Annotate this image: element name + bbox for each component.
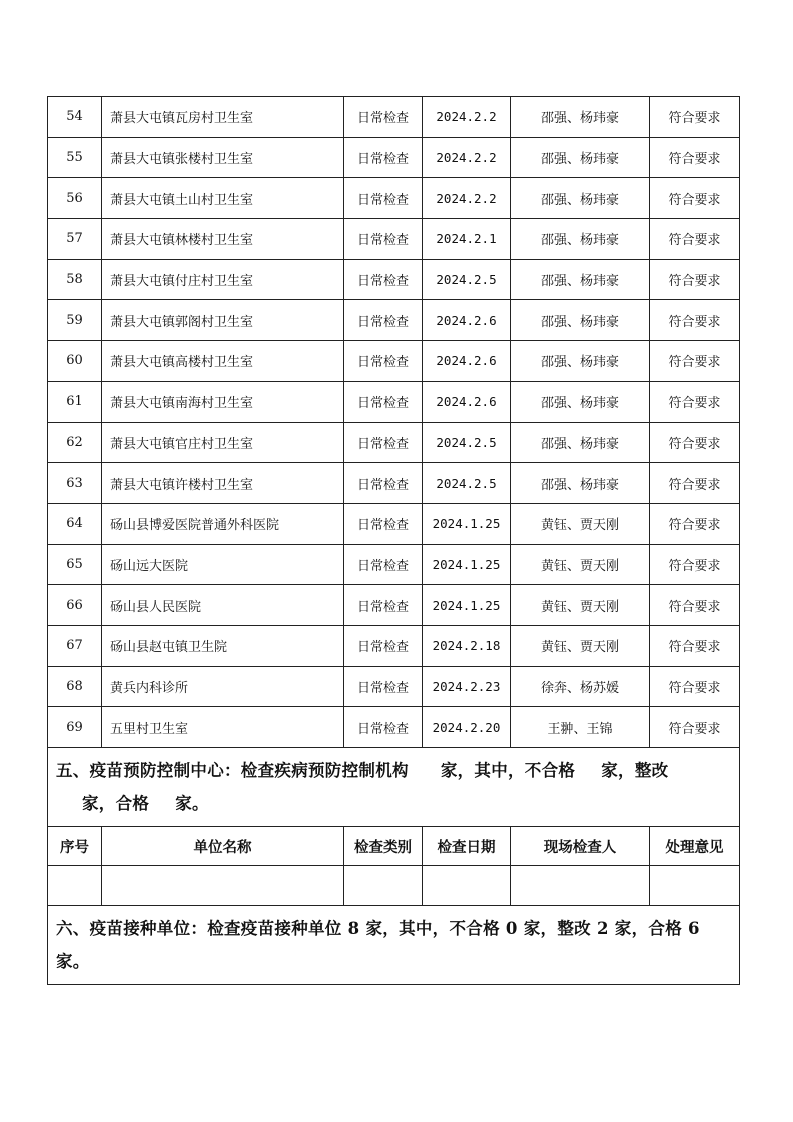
- cell-type: 日常检查: [344, 422, 423, 463]
- cell-result: 符合要求: [650, 259, 740, 300]
- cell-name: 砀山远大医院: [102, 544, 344, 585]
- cell-no: 58: [48, 259, 102, 300]
- table-row: [48, 544, 740, 585]
- empty-row: [48, 866, 740, 906]
- cell-type: 日常检查: [344, 381, 423, 422]
- table-row: [48, 300, 740, 341]
- cell-name: 萧县大屯镇许楼村卫生室: [102, 463, 344, 504]
- table-row: [48, 219, 740, 260]
- cell-inspectors: 黄钰、贾天刚: [511, 544, 650, 585]
- cell-type: 日常检查: [344, 219, 423, 260]
- table-row: [48, 625, 740, 666]
- cell-name: 萧县大屯镇付庄村卫生室: [102, 259, 344, 300]
- cell-inspectors: 邵强、杨玮豪: [511, 300, 650, 341]
- cell-no: 57: [48, 219, 102, 260]
- cell-name: 萧县大屯镇郭阁村卫生室: [102, 300, 344, 341]
- header-result: 处理意见: [650, 827, 740, 866]
- section-5-text: 五、疫苗预防控制中心：检查疾病预防控制机构 家，其中，不合格 家，整改 家，合格 家。: [48, 748, 740, 827]
- cell-result: 符合要求: [650, 178, 740, 219]
- cell-no: 55: [48, 137, 102, 178]
- cell-result: 符合要求: [650, 503, 740, 544]
- table-row: [48, 666, 740, 707]
- cell-result: 符合要求: [650, 625, 740, 666]
- cell-date: 2024.2.2: [423, 137, 511, 178]
- header-name: 单位名称: [102, 827, 344, 866]
- cell-date: 2024.1.25: [423, 544, 511, 585]
- cell-type: 日常检查: [344, 625, 423, 666]
- cell-name: 萧县大屯镇林楼村卫生室: [102, 219, 344, 260]
- cell-type: 日常检查: [344, 137, 423, 178]
- table-row: [48, 585, 740, 626]
- cell-no: 54: [48, 97, 102, 138]
- cell-result: 符合要求: [650, 341, 740, 382]
- cell-date: 2024.1.25: [423, 585, 511, 626]
- cell-result: 符合要求: [650, 137, 740, 178]
- section-6-row: [48, 906, 740, 985]
- cell-date: 2024.2.18: [423, 625, 511, 666]
- table-row: [48, 381, 740, 422]
- cell-name: 砀山县人民医院: [102, 585, 344, 626]
- cell-type: 日常检查: [344, 585, 423, 626]
- cell-result: 符合要求: [650, 666, 740, 707]
- cell-date: 2024.2.5: [423, 422, 511, 463]
- cell-result: 符合要求: [650, 97, 740, 138]
- table-row: [48, 503, 740, 544]
- cell-name: 萧县大屯镇高楼村卫生室: [102, 341, 344, 382]
- cell-name: 萧县大屯镇官庄村卫生室: [102, 422, 344, 463]
- cell-type: 日常检查: [344, 178, 423, 219]
- cell-inspectors: 黄钰、贾天刚: [511, 503, 650, 544]
- cell-type: 日常检查: [344, 503, 423, 544]
- cell-inspectors: 邵强、杨玮豪: [511, 381, 650, 422]
- cell-no: 69: [48, 707, 102, 748]
- cell-inspectors: 黄钰、贾天刚: [511, 625, 650, 666]
- cell-date: 2024.2.2: [423, 178, 511, 219]
- cell-name: 黄兵内科诊所: [102, 666, 344, 707]
- cell-name: 五里村卫生室: [102, 707, 344, 748]
- table-row: [48, 178, 740, 219]
- cell-date: 2024.2.2: [423, 97, 511, 138]
- cell-name: 萧县大屯镇张楼村卫生室: [102, 137, 344, 178]
- cell-inspectors: 邵强、杨玮豪: [511, 137, 650, 178]
- cell-date: 2024.2.6: [423, 381, 511, 422]
- cell-date: 2024.2.23: [423, 666, 511, 707]
- cell-no: 67: [48, 625, 102, 666]
- cell-result: 符合要求: [650, 707, 740, 748]
- cell-date: 2024.1.25: [423, 503, 511, 544]
- table-row: [48, 137, 740, 178]
- cell-no: 66: [48, 585, 102, 626]
- inspection-table: [47, 96, 740, 985]
- cell-inspectors: 邵强、杨玮豪: [511, 341, 650, 382]
- table-row: [48, 259, 740, 300]
- cell-result: 符合要求: [650, 544, 740, 585]
- header-no: 序号: [48, 827, 102, 866]
- cell-inspectors: 邵强、杨玮豪: [511, 463, 650, 504]
- cell-type: 日常检查: [344, 666, 423, 707]
- cell-inspectors: 王翀、王锦: [511, 707, 650, 748]
- cell-date: 2024.2.20: [423, 707, 511, 748]
- cell-inspectors: 邵强、杨玮豪: [511, 259, 650, 300]
- cell-type: 日常检查: [344, 97, 423, 138]
- cell-type: 日常检查: [344, 707, 423, 748]
- table-row: [48, 707, 740, 748]
- cell-no: 68: [48, 666, 102, 707]
- cell-result: 符合要求: [650, 463, 740, 504]
- cell-name: 萧县大屯镇土山村卫生室: [102, 178, 344, 219]
- table-row: [48, 341, 740, 382]
- cell-no: 60: [48, 341, 102, 382]
- section-5-row: [48, 748, 740, 827]
- cell-type: 日常检查: [344, 544, 423, 585]
- cell-result: 符合要求: [650, 300, 740, 341]
- cell-inspectors: 邵强、杨玮豪: [511, 178, 650, 219]
- inspection-document: [47, 96, 739, 985]
- cell-result: 符合要求: [650, 381, 740, 422]
- cell-type: 日常检查: [344, 463, 423, 504]
- cell-date: 2024.2.5: [423, 259, 511, 300]
- cell-name: 萧县大屯镇瓦房村卫生室: [102, 97, 344, 138]
- cell-no: 63: [48, 463, 102, 504]
- cell-date: 2024.2.1: [423, 219, 511, 260]
- cell-name: 砀山县赵屯镇卫生院: [102, 625, 344, 666]
- cell-inspectors: 徐奔、杨苏媛: [511, 666, 650, 707]
- table-row: [48, 97, 740, 138]
- cell-no: 62: [48, 422, 102, 463]
- cell-date: 2024.2.5: [423, 463, 511, 504]
- cell-inspectors: 邵强、杨玮豪: [511, 422, 650, 463]
- cell-date: 2024.2.6: [423, 341, 511, 382]
- table-header-row: [48, 827, 740, 866]
- cell-no: 56: [48, 178, 102, 219]
- table-row: [48, 463, 740, 504]
- cell-type: 日常检查: [344, 300, 423, 341]
- cell-inspectors: 邵强、杨玮豪: [511, 219, 650, 260]
- cell-no: 64: [48, 503, 102, 544]
- header-date: 检查日期: [423, 827, 511, 866]
- section-6-text: 六、疫苗接种单位：检查疫苗接种单位 8 家，其中，不合格 0 家，整改 2 家，合格 6 家。: [48, 906, 740, 985]
- cell-result: 符合要求: [650, 219, 740, 260]
- table-row: [48, 422, 740, 463]
- cell-type: 日常检查: [344, 341, 423, 382]
- cell-no: 59: [48, 300, 102, 341]
- header-inspectors: 现场检查人: [511, 827, 650, 866]
- header-type: 检查类别: [344, 827, 423, 866]
- cell-inspectors: 邵强、杨玮豪: [511, 97, 650, 138]
- cell-date: 2024.2.6: [423, 300, 511, 341]
- cell-name: 萧县大屯镇南海村卫生室: [102, 381, 344, 422]
- cell-result: 符合要求: [650, 585, 740, 626]
- cell-no: 65: [48, 544, 102, 585]
- cell-inspectors: 黄钰、贾天刚: [511, 585, 650, 626]
- cell-name: 砀山县博爱医院普通外科医院: [102, 503, 344, 544]
- cell-type: 日常检查: [344, 259, 423, 300]
- cell-result: 符合要求: [650, 422, 740, 463]
- cell-no: 61: [48, 381, 102, 422]
